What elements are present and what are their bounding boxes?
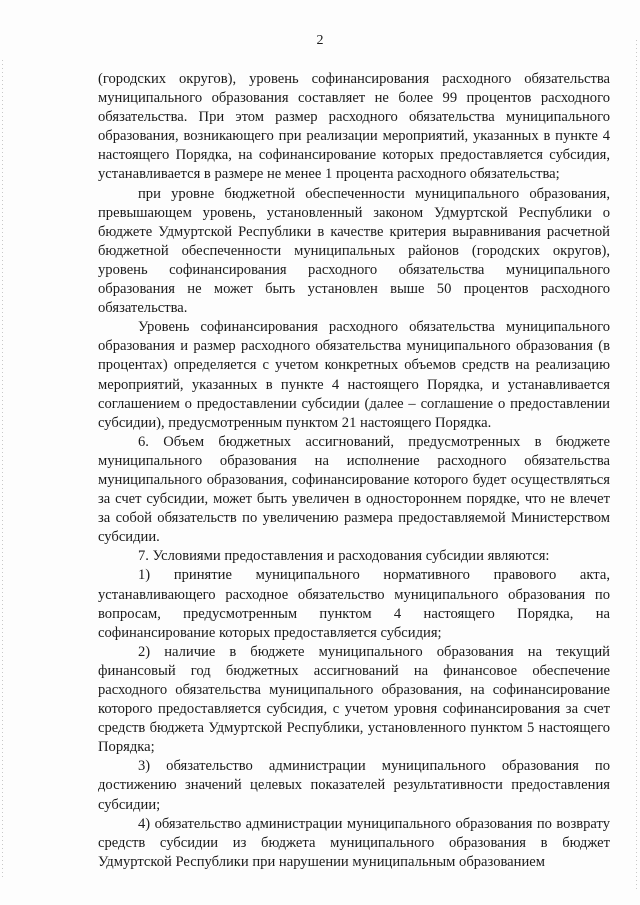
paragraph-budget-level: при уровне бюджетной обеспеченности муниципального образования, превышающем уровень, установленный законом Удмуртской Республики о бюджете Удмуртской Республики в качестве критерия выравнивания расчетной бюджетной обеспеченности муниципальных районов (городских округов), уровень софинансирования расходного обязательства муниципального образования не может быть установлен выше 50 процентов расходного обязательства. xyxy=(98,185,610,317)
paragraph-cofinancing-level: Уровень софинансирования расходного обязательства муниципального образования и размер расходного обязательства муниципального образования (в процентах) определяется с учетом конкретных объемов средств на реализацию мероприятий, указанных в пункте 4 настоящего Порядка, и устанавливается соглашением о предоставлении субсидии (далее – соглашение о предоставлении субсидии), предусмотренным пунктом 21 настоящего Порядка. xyxy=(98,319,610,431)
paragraph-condition-1: 1) принятие муниципального нормативного правового акта, устанавливающего расходное обязательство муниципального образования по вопросам, предусмотренным пунктом 4 настоящего Порядка, на софинансирование которых предоставляется субсидия; xyxy=(98,567,610,641)
paragraph-condition-3: 3) обязательство администрации муниципального образования по достижению значений целевых показателей результативности предоставления субсидии; xyxy=(98,758,610,813)
document-body xyxy=(98,70,610,872)
page-number: 2 xyxy=(316,33,324,48)
paragraph-item-6: 6. Объем бюджетных ассигнований, предусмотренных в бюджете муниципального образования на исполнение расходного обязательства муниципального образования, софинансирование которого будет осуществляться за счет субсидии, может быть увеличен в одностороннем порядке, что не влечет за собой обязательств по увеличению размера предоставляемой Министерством субсидии. xyxy=(98,433,610,546)
page-edge-left xyxy=(2,60,3,880)
paragraph-condition-4: 4) обязательство администрации муниципального образования по возврату средств субсидии из бюджета муниципального образования в бюджет Удмуртской Республики при нарушении муниципальным образованием xyxy=(98,815,610,870)
page-edge-right xyxy=(636,40,637,890)
paragraph-item-7: 7. Условиями предоставления и расходования субсидии являются: xyxy=(138,548,550,565)
paragraph-condition-2: 2) наличие в бюджете муниципального образования на текущий финансовый год бюджетных ассигнований на финансовое обеспечение расходного обязательства муниципального образования, на софинансирование которого предоставляется субсидия, с учетом уровня софинансирования за счет средств бюджета Удмуртской Республики, установленного пунктом 5 настоящего Порядка; xyxy=(98,643,610,756)
paragraph-continuation: (городских округов), уровень софинансирования расходного обязательства муниципального образования составляет не более 99 процентов расходного обязательства. При этом размер расходного обязательства муниципального образования, возникающего при реализации мероприятий, указанных в пункте 4 настоящего Порядка, на софинансирование которых предоставляется субсидия, устанавливается в размере не менее 1 процента расходного обязательства; xyxy=(98,71,610,183)
